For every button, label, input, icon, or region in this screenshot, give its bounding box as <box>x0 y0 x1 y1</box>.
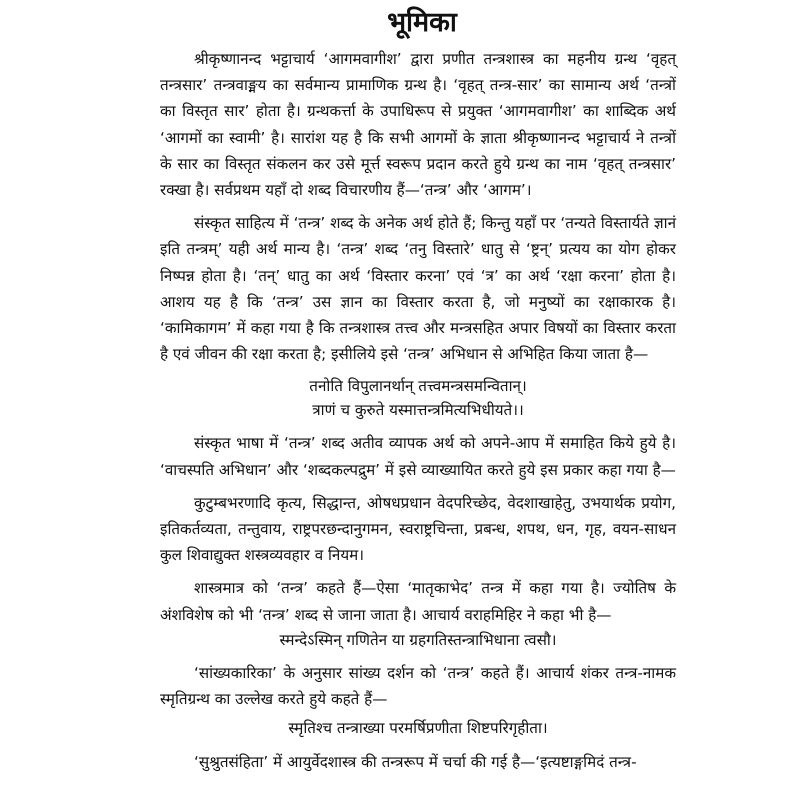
paragraph-introduction: श्रीकृष्णानन्द भट्टाचार्य ‘आगमवागीश’ द्वारा प्रणीत तन्त्रशास्त्र का महनीय ग्रन्थ ‘वृहत् तन्त्रसार’ तन्त्रवाङ्मय का सर्वमान्य प्रामाणिक ग्रन्थ है। ‘वृहत् तन्त्र-सार’ का सामान्य अर्थ ‘तन्त्रों का विस्तृत सार’ होता है। ग्रन्थकर्त्ता के उपाधिरूप से प्रयुक्त ‘आगमवागीश’ का शाब्दिक अर्थ ‘आगमों का स्वामी’ है। सारांश यह है कि सभी आगमों के ज्ञाता श्रीकृष्णानन्द भट्टाचार्य ने तन्त्रों के सार का विस्तृत संकलन कर उसे मूर्त्त स्वरूप प्रदान करते हुये ग्रन्थ का नाम ‘वृहत् तन्त्रसार’ रक्खा है। सर्वप्रथम यहाँ दो शब्द विचारणीय हैं—‘तन्त्र’ और ‘आगम’। <box>160 50 676 200</box>
paragraph-sushruta: ‘सुश्रुतसंहिता’ में आयुर्वेदशास्त्र की तन्त्ररूप में चर्चा की गई है—‘इत्यष्टाङ्गमिदं तन्त्र- <box>194 753 637 772</box>
document-page <box>160 0 676 782</box>
verse-kamikagama <box>160 374 676 422</box>
verse-line: स्मृतिश्च तन्त्राख्या परमर्षिप्रणीता शिष्टपरिगृहीता। <box>288 719 548 738</box>
verse-line: तनोति विपुलानर्थान् तत्त्वमन्त्रसमन्वितान्। <box>309 377 527 396</box>
paragraph-shastra: शास्त्रमात्र को ‘तन्त्र’ कहते हैं—ऐसा ‘मातृकाभेद’ तन्त्र में कहा गया है। ज्योतिष के अंशविशेष को भी ‘तन्त्र’ शब्द से जाना जाता है। आचार्य वराहमिहिर ने कहा भी है— <box>160 579 676 624</box>
verse-line: त्राणं च कुरुते यस्मात्तन्त्रमित्यभिधीयते।। <box>312 401 524 420</box>
page-title: भूमिका <box>387 7 457 38</box>
paragraph-sanskrit-usage: संस्कृत भाषा में ‘तन्त्र’ शब्द अतीव व्यापक अर्थ को अपने-आप में समाहित किये हुये है। ‘वाचस्पति अभिधान’ और ‘शब्दकल्पद्रुम’ में इसे व्याख्यायित करते हुये इस प्रकार कहा गया है— <box>160 434 676 479</box>
verse-shankara <box>160 716 676 740</box>
paragraph-sankhya: ‘सांख्यकारिका’ के अनुसार सांख्य दर्शन को ‘तन्त्र’ कहते हैं। आचार्य शंकर तन्त्र-नामक स्मृतिग्रन्थ का उल्लेख करते हुये कहते हैं— <box>160 663 676 709</box>
paragraph-tantra-meaning: संस्कृत साहित्य में ‘तन्त्र’ शब्द के अनेक अर्थ होते हैं; किन्तु यहाँ पर ‘तन्यते विस्तार्यते ज्ञानं इति तन्त्रम्’ यही अर्थ मान्य है। ‘तन्त्र’ शब्द ‘तनु विस्तारे’ धातु से ‘ष्ट्रन्’ प्रत्यय का योग होकर निष्पन्न होता है। ‘तन्’ धातु का अर्थ ‘विस्तार करना’ एवं ‘त्र’ का अर्थ ‘रक्षा करना’ होता है। आशय यह है कि ‘तन्त्र’ उस ज्ञान का विस्तार करता है, जो मनुष्यों का रक्षाकारक है। ‘कामिकागम’ में कहा गया है कि तन्त्रशास्त्र तत्त्व और मन्त्रसहित अपार विषयों का विस्तार करता है एवं जीवन की रक्षा करता है; इसीलिये इसे ‘तन्त्र’ अभिधान से अभिहित किया जाता है— <box>160 214 676 364</box>
verse-line: स्मन्देऽस्मिन् गणितेन या ग्रहगतिस्तन्त्राभिधाना त्वसौ। <box>279 630 557 649</box>
verse-varahamihira <box>160 628 676 652</box>
paragraph-meanings-list: कुटुम्बभरणादि कृत्य, सिद्धान्त, ओषधप्रधान वेदपरिच्छेद, वेदशाखाहेतु, उभयार्थक प्रयोग, इतिकर्तव्यता, तन्तुवाय, राष्ट्रपरछन्दानुगमन, स्वराष्ट्रचिन्ता, प्रबन्ध, शपथ, धन, गृह, वयन-साधन कुल शिवाद्युक्त शस्त्रव्यवहार व नियम। <box>160 493 676 565</box>
